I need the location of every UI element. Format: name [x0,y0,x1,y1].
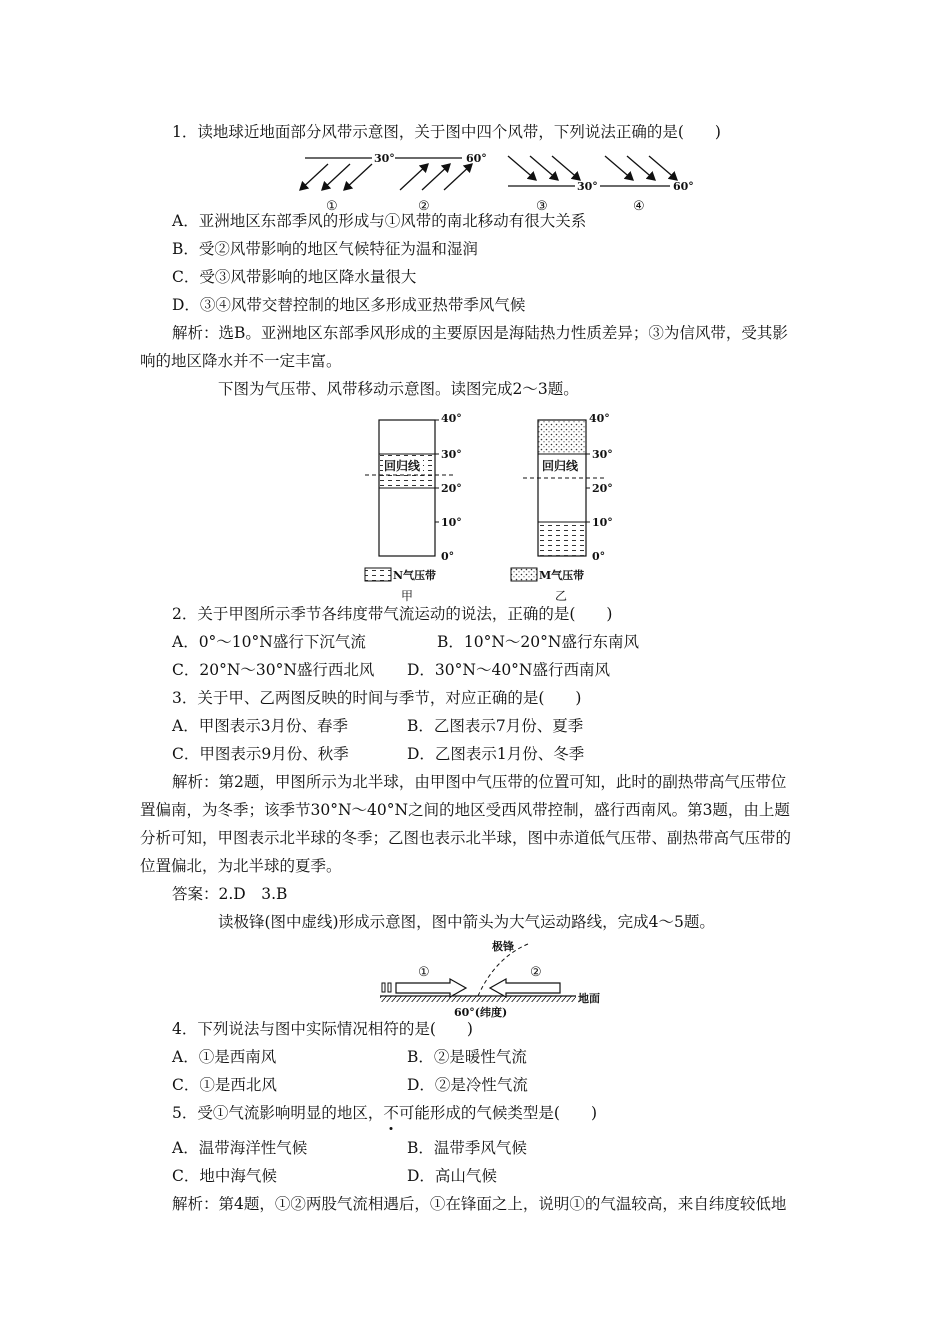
q1-option-a: A．亚洲地区东部季风的形成与①风带的南北移动有很大关系 [172,212,587,230]
q3-option-d: D．乙图表示1月份、冬季 [407,745,585,763]
left-tick-10: 10° [441,516,462,529]
q4-option-d: D．②是冷性气流 [407,1076,528,1094]
left-tick-40: 40° [441,412,462,425]
left-tick-0: 0° [441,550,455,563]
belt2-lat: 60° [466,152,487,165]
belt1-label: ① [326,199,338,214]
figure-label-jia: 甲 [401,589,414,603]
analysis-2-3-line1: 解析：第2题，甲图所示为北半球，由甲图中气压带的位置可知，此时的副热带高气压带位 [172,773,787,791]
ground-label: 地面 [578,992,600,1005]
q2-option-d: D．30°N～40°N盛行西南风 [407,661,610,679]
analysis-2-3-line2: 置偏南，为冬季；该季节30°N～40°N之间的地区受西风带控制，盛行西南风。第3题，由上题 [140,801,790,819]
polar-front-figure [370,938,620,1020]
arrow1-label: ① [418,965,430,980]
analysis-2-3-line3: 分析可知，甲图表示北半球的冬季；乙图也表示北半球，图中赤道低气压带、副热带高气压带的 [140,829,792,847]
q5-stem-post: 可能形成的气候类型是( ) [398,1104,597,1122]
q2-stem: 2．关于甲图所示季节各纬度带气流运动的说法，正确的是( ) [172,605,613,623]
right-tick-0: 0° [592,550,606,563]
belt4-label: ④ [633,199,645,214]
belt3-lat: 30° [577,180,598,193]
arrow2-label: ② [530,965,542,980]
q5-option-c: C．地中海气候 [172,1167,277,1185]
belt1-lat: 30° [374,152,395,165]
q2-option-b: B．10°N～20°N盛行东南风 [437,633,639,651]
q5-stem [172,1103,597,1123]
right-tick-10: 10° [592,516,613,529]
tropic-label-left: 回归线 [384,459,421,473]
q1-option-c: C．受③风带影响的地区降水量很大 [172,268,417,286]
belt2-label: ② [418,199,430,214]
belt3-label: ③ [536,199,548,214]
q1-option-b: B．受②风带影响的地区气候特征为温和湿润 [172,240,478,258]
q5-stem-pre: 5．受①气流影响明显的地区， [172,1104,384,1122]
answer-2-3: 答案：2.D 3.B [172,885,288,903]
q3-stem: 3．关于甲、乙两图反映的时间与季节，对应正确的是( ) [172,689,582,707]
intro-4-5: 读极锋(图中虚线)形成示意图，图中箭头为大气运动路线，完成4～5题。 [218,913,715,931]
q1-analysis-line2: 响的地区降水并不一定丰富。 [140,352,342,370]
q5-option-a: A．温带海洋性气候 [172,1139,308,1157]
q5-option-b: B．温带季风气候 [407,1139,527,1157]
left-tick-30: 30° [441,448,462,461]
right-tick-20: 20° [592,482,613,495]
q1-analysis-line1: 解析：选B。亚洲地区东部季风形成的主要原因是海陆热力性质差异；③为信风带，受其影 [172,324,788,342]
q5-option-d: D．高山气候 [407,1167,497,1185]
belt4-lat: 60° [673,180,694,193]
figure-label-yi: 乙 [555,589,568,603]
q4-option-c: C．①是西北风 [172,1076,277,1094]
left-tick-20: 20° [441,482,462,495]
analysis-4-5-line1: 解析：第4题，①②两股气流相遇后，①在锋面之上，说明①的气温较高，来自纬度较低地 [172,1195,787,1213]
front-label: 极锋 [492,940,514,953]
q2-option-c: C．20°N～30°N盛行西北风 [172,661,375,679]
legend-m: M气压带 [539,569,585,582]
q4-option-a: A．①是西南风 [172,1048,277,1066]
q3-option-b: B．乙图表示7月份、夏季 [407,717,584,735]
pressure-belt-figure [355,408,625,604]
q2-option-a: A．0°～10°N盛行下沉气流 [172,633,366,651]
wind-belt-figure [290,150,710,216]
q5-emphasis: 不 [383,1104,399,1122]
q4-stem: 4．下列说法与图中实际情况相符的是( ) [172,1020,473,1038]
tropic-label-right: 回归线 [542,459,579,473]
right-tick-40: 40° [589,412,610,425]
latitude-label: 60°(纬度) [454,1006,508,1019]
analysis-2-3-line4: 位置偏北，为北半球的夏季。 [140,857,342,875]
q1-stem: 1．读地球近地面部分风带示意图，关于图中四个风带，下列说法正确的是( ) [172,123,721,141]
legend-n: N气压带 [393,569,437,582]
q3-option-c: C．甲图表示9月份、秋季 [172,745,349,763]
q3-option-a: A．甲图表示3月份、春季 [172,717,349,735]
right-tick-30: 30° [592,448,613,461]
intro-2-3: 下图为气压带、风带移动示意图。读图完成2～3题。 [218,380,579,398]
q1-option-d: D．③④风带交替控制的地区多形成亚热带季风气候 [172,296,526,314]
q4-option-b: B．②是暖性气流 [407,1048,527,1066]
